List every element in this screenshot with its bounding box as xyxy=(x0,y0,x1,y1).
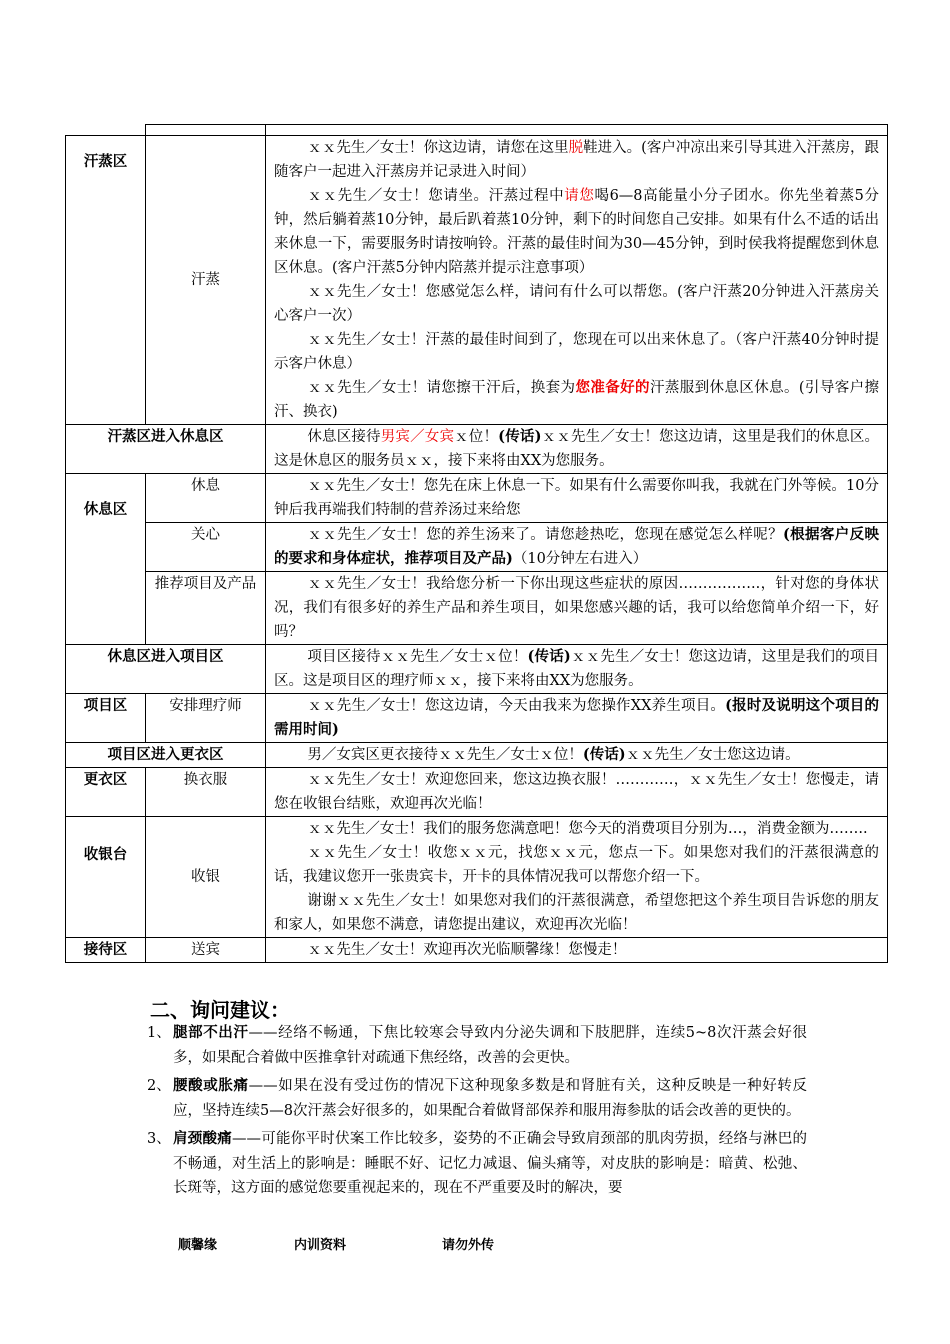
table-row xyxy=(66,474,888,523)
step-label: 汗蒸 xyxy=(146,136,266,425)
step-label: 换衣服 xyxy=(146,768,266,817)
script-text: 项目区接待ｘｘ先生／女士ｘ位！(传话)ｘｘ先生／女士！您这边请，这里是我们的项目区。这是项目区的理疗师ｘｘ，接下来将由XX为您服务。 xyxy=(266,645,888,694)
table-row xyxy=(66,572,888,645)
list-item: 3、 肩颈酸痛——可能你平时伏案工作比较多，姿势的不正确会导致肩颈部的肌肉劳损，经络与淋巴的不畅通，对生活上的影响是：睡眠不好、记忆力减退、偏头痛等，对皮肤的影响是：暗黄、松弛、长斑等，这方面的感觉您要重视起来的，现在不严重要及时的解决，要 xyxy=(147,1130,808,1196)
zone-label: 项目区进入更衣区 xyxy=(66,743,266,768)
zone-label: 休息区 xyxy=(66,474,146,645)
list-item: 2、 腰酸或胀痛——如果在没有受过伤的情况下这种现象多数是和肾脏有关，这种反映是一种好转反应，坚持连续5—8次汗蒸会好很多的，如果配合着做肾部保养和服用海参肽的话会改善的更快的。 xyxy=(147,1077,807,1119)
step-label: 关心 xyxy=(146,523,266,572)
table-row xyxy=(66,523,888,572)
footer-brand: 顺馨缘 xyxy=(178,1238,218,1253)
zone-label: 汗蒸区进入休息区 xyxy=(66,425,266,474)
script-text: ｘｘ先生／女士！您这边请，今天由我来为您操作XX养生项目。(报时及说明这个项目的需用时间) xyxy=(266,694,888,743)
footer-notice: 请勿外传 xyxy=(442,1238,495,1253)
script-text: 休息区接待男宾／女宾ｘ位！(传话)ｘｘ先生／女士！您这边请，这里是我们的休息区。这是休息区的服务员ｘｘ，接下来将由XX为您服务。 xyxy=(266,425,888,474)
script-text: 男／女宾区更衣接待ｘｘ先生／女士ｘ位！(传话)ｘｘ先生／女士您这边请。 xyxy=(266,743,888,768)
step-label: 收银 xyxy=(146,817,266,938)
section-heading: 二、询问建议： xyxy=(150,998,290,1022)
script-text: ｘｘ先生／女士！您的养生汤来了。请您趁热吃，您现在感觉怎么样呢？(根据客户反映的要求和身体症状，推荐项目及产品)（10分钟左右进入） xyxy=(266,523,888,572)
script-text: ｘｘ先生／女士！欢迎您回来，您这边换衣服！…………，ｘｘ先生／女士！您慢走，请您在收银台结账，欢迎再次光临！ xyxy=(266,768,888,817)
table-top-row xyxy=(66,125,888,136)
script-text: ｘｘ先生／女士！您先在床上休息一下。如果有什么需要你叫我，我就在门外等候。10分钟后我再端我们特制的营养汤过来给您 xyxy=(266,474,888,523)
zone-label: 接待区 xyxy=(66,938,146,963)
footer-label: 内训资料 xyxy=(294,1238,347,1253)
script-text: ｘｘ先生／女士！我给您分析一下你出现这些症状的原因……………..，针对您的身体状况，我们有很多好的养生产品和养生项目，如果您感兴趣的话，我可以给您简单介绍一下，好吗？ xyxy=(266,572,888,645)
table-row xyxy=(66,136,888,425)
zone-label: 更衣区 xyxy=(66,768,146,817)
advice-list xyxy=(147,1021,807,1205)
table-row xyxy=(66,645,888,694)
script-text: ｘｘ先生／女士！我们的服务您满意吧！您今天的消费项目分别为…，消费金额为…….. ｘｘ先生／女士！收您ｘｘ元，找您ｘｘ元，您点一下。如果您对我们的汗蒸很满意的话，我建议您开一张贵宾卡，开卡的具体情况我可以帮您介绍一下。 谢谢ｘｘ先生／女士！如果您对我们的汗蒸很满意，希望您把这个养生项目告诉您的朋友和家人，如果您不满意，请您提出建议，欢迎再次光临！ xyxy=(266,817,888,938)
zone-label: 收银台 xyxy=(66,817,146,938)
table-row xyxy=(66,817,888,938)
script-text: ｘｘ先生／女士！你这边请，请您在这里脱鞋进入。(客户冲凉出来引导其进入汗蒸房，跟随客户一起进入汗蒸房并记录进入时间） ｘｘ先生／女士！您请坐。汗蒸过程中请您喝6—8高能量小分子团水。你先坐着蒸5分钟，然后躺着蒸10分钟，最后趴着蒸10分钟，剩下的时间您自己安排。如果有什么不适的话出来休息一下，需要服务时请按响铃。汗蒸的最佳时间为30—45分钟，到时侯我将提醒您到休息区休息。(客户汗蒸5分钟内陪蒸并提示注意事项） ｘｘ先生／女士！您感觉怎么样，请问有什么可以帮您。(客户汗蒸20分钟进入汗蒸房关心客户一次） ｘｘ先生／女士！汗蒸的最佳时间到了，您现在可以出来休息了。（客户汗蒸40分钟时提示客户休息） ｘｘ先生／女士！请您擦干汗后，换套为您准备好的汗蒸服到休息区休息。(引导客户擦汗、换衣) xyxy=(266,136,888,425)
step-label: 休息 xyxy=(146,474,266,523)
table-row xyxy=(66,743,888,768)
step-label: 推荐项目及产品 xyxy=(146,572,266,645)
zone-label: 休息区进入项目区 xyxy=(66,645,266,694)
table-row xyxy=(66,694,888,743)
zone-label: 汗蒸区 xyxy=(66,136,146,425)
step-label: 送宾 xyxy=(146,938,266,963)
service-script-table xyxy=(65,124,888,963)
script-text: ｘｘ先生／女士！欢迎再次光临顺馨缘！您慢走！ xyxy=(266,938,888,963)
table-row xyxy=(66,938,888,963)
zone-label: 项目区 xyxy=(66,694,146,743)
table-row xyxy=(66,768,888,817)
step-label: 安排理疗师 xyxy=(146,694,266,743)
list-item: 1、 腿部不出汗——经络不畅通，下焦比较寒会导致内分泌失调和下肢肥胖，连续5~8次汗蒸会好很多，如果配合着做中医推拿针对疏通下焦经络，改善的会更快。 xyxy=(147,1024,807,1066)
table-row xyxy=(66,425,888,474)
